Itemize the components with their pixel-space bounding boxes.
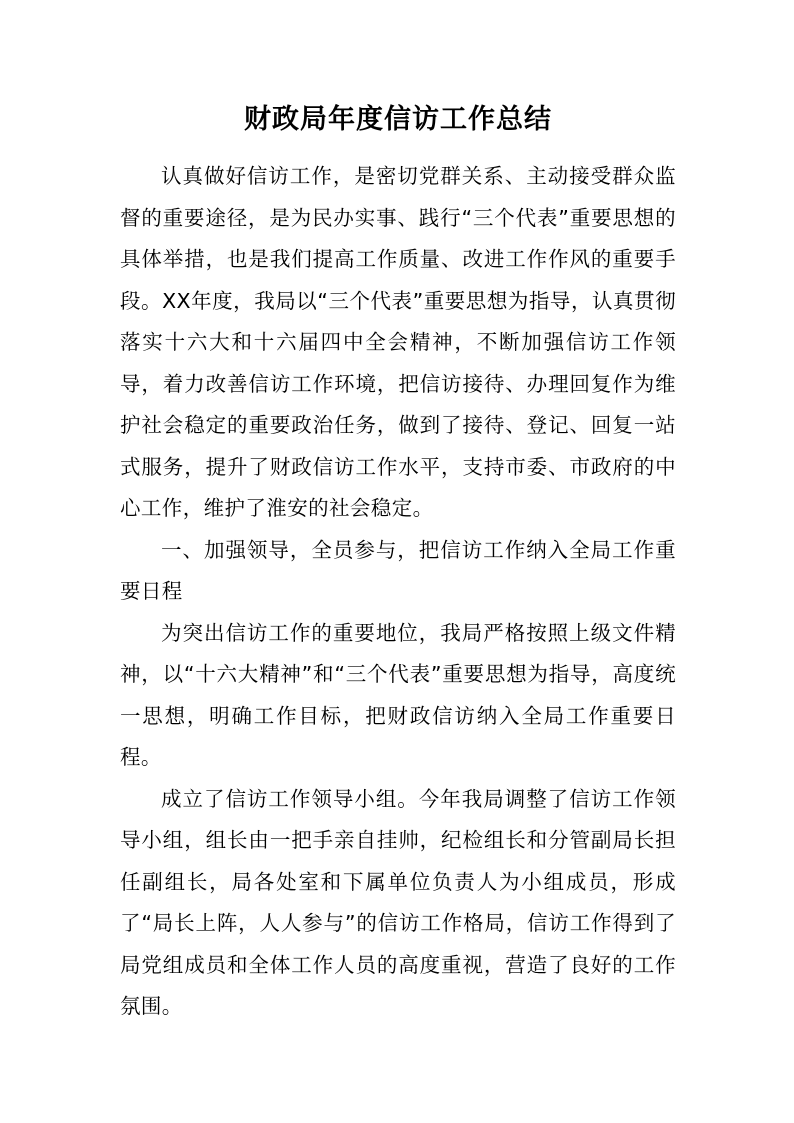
- paragraph-leadership-group: 成立了信访工作领导小组。今年我局调整了信访工作领导小组，组长由一把手亲自挂帅，纪检组长和分管副局长担任副组长，局各处室和下属单位负责人为小组成员，形成了“局长上阵，人人参与”的信访工作格局，信访工作得到了局党组成员和全体工作人员的高度重视，营造了良好的工作氛围。: [120, 786, 676, 1018]
- paragraph-section-1: 为突出信访工作的重要地位，我局严格按照上级文件精神，以“十六大精神”和“三个代表”重要思想为指导，高度统一思想，明确工作目标，把财政信访纳入全局工作重要日程。: [120, 620, 676, 769]
- document-title: 财政局年度信访工作总结: [244, 104, 552, 135]
- section-heading-1: 一、加强领导，全员参与，把信访工作纳入全局工作重要日程: [120, 537, 676, 603]
- paragraph-intro: 认真做好信访工作，是密切党群关系、主动接受群众监督的重要途径，是为民办实事、践行“三个代表”重要思想的具体举措，也是我们提高工作质量、改进工作作风的重要手段。XX年度，我局以“三个代表”重要思想为指导，认真贯彻落实十六大和十六届四中全会精神，不断加强信访工作领导，着力改善信访工作环境，把信访接待、办理回复作为维护社会稳定的重要政治任务，做到了接待、登记、回复一站式服务，提升了财政信访工作水平，支持市委、市政府的中心工作，维护了淮安的社会稳定。: [120, 164, 676, 520]
- document-page: [120, 100, 676, 1028]
